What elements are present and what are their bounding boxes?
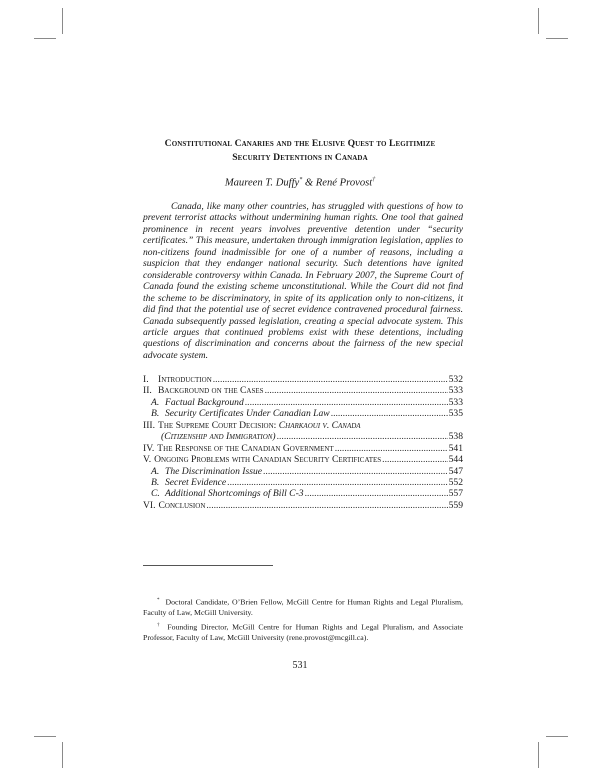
crop-mark-top-left-vertical [62,8,63,34]
toc-number: V. [143,454,152,466]
toc-label: Ongoing Problems with Canadian Security Certificates [154,454,382,466]
crop-mark-top-right-vertical [538,8,539,34]
footnote-2-text: Founding Director, McGill Centre for Human Rights and Legal Pluralism, and Associate Professor, Faculty of Law, McGill University (rene.provost@mcgill.ca). [143,622,464,642]
toc-page: 557 [448,488,463,500]
table-of-contents [143,374,463,511]
title-line-1: Constitutional Canaries and the Elusive Quest to Legitimize [164,138,436,149]
footnotes [143,596,463,646]
crop-mark-bottom-right-vertical [538,742,539,768]
toc-leader [382,454,447,465]
toc-case-name: Charkaoui v. Canada [278,419,361,431]
footnote-separator [143,565,273,566]
toc-leader [331,408,448,419]
crop-mark-bottom-left-vertical [62,742,63,768]
toc-entry-ongoing-problems [143,454,463,465]
toc-entry-background [143,385,463,396]
toc-number: IV. [143,442,155,454]
abstract: Canada, like many other countries, has struggled with questions of how to prevent terrorist attacks without undermining human rights. One tool that gained prominence in recent years involves preventive detention under “security certificates.” This measure, undertaken through immigration legislation, applies to non-citizens found inadmissible for one of a number of reasons, including a suspicion that they endanger national security. Such detentions have ignited considerable controversy within Canada. In February 2007, the Supreme Court of Canada found the existing scheme unconstitutional. While the Court did not find the scheme to be discriminatory, in spite of its application only to non-citizens, it did find that the potential use of secret evidence contravened procedural fairness. Canada subsequently passed legislation, creating a special advocate system. This article argues that continued problems exist with these detentions, including questions of discrimination and concerns about the fairness of the new special advocate system. [143,201,463,361]
toc-entry-supreme-court-decision-cont [143,431,463,442]
toc-leader [277,431,448,442]
toc-entry-security-certificates [143,408,463,419]
toc-number: I. [143,374,149,385]
toc-label: Conclusion [158,499,206,511]
toc-page: 532 [448,374,463,385]
crop-mark-top-left-horizontal [34,38,56,39]
article-title [100,137,500,165]
author-2: René Provost [315,177,373,189]
toc-page: 538 [448,431,463,443]
author-1: Maureen T. Duffy [224,177,300,189]
toc-leader [265,385,448,396]
toc-number: A. [151,465,160,477]
toc-number: II. [143,385,152,397]
toc-label: Additional Shortcomings of Bill C-3 [165,488,304,500]
toc-label: The Discrimination Issue [165,465,263,477]
author-line [100,177,500,189]
crop-mark-bottom-right-horizontal [546,736,568,737]
toc-entry-secret-evidence [143,477,463,488]
toc-entry-factual-background [143,397,463,408]
author-connector: & [302,177,316,189]
crop-mark-bottom-left-horizontal [34,736,56,737]
toc-number: C. [151,488,160,500]
toc-number: III. [143,419,155,431]
toc-entry-discrimination [143,466,463,477]
toc-number: VI. [143,499,156,511]
title-line-2: Security Detentions in Canada [232,152,368,163]
author-2-footnote-mark: † [372,177,376,183]
toc-leader [245,397,448,408]
toc-leader [263,466,448,477]
toc-label: Factual Background [165,396,244,408]
toc-number: B. [151,408,160,420]
toc-leader [213,374,448,385]
toc-page: 533 [448,396,463,408]
toc-page: 533 [448,385,463,397]
toc-page: 535 [448,408,463,420]
toc-label: The Supreme Court Decision: [157,419,279,431]
footnote-1-mark: * [157,598,160,603]
toc-page: 559 [448,499,463,511]
toc-entry-bill-c3 [143,488,463,499]
toc-page: 544 [448,454,463,466]
toc-entry-introduction [143,374,463,385]
toc-leader [305,488,448,499]
toc-label-continued: (Citizenship and Immigration) [161,431,276,443]
toc-entry-conclusion [143,500,463,511]
toc-leader [227,477,447,488]
toc-label: Security Certificates Under Canadian Law [165,408,330,420]
toc-leader [206,500,447,511]
toc-label: Secret Evidence [165,476,227,488]
toc-page: 541 [448,442,463,454]
toc-number: B. [151,476,160,488]
toc-number: A. [151,396,160,408]
toc-label: The Response of the Canadian Government [157,442,334,454]
author-1-footnote-mark: * [299,177,303,183]
toc-entry-government-response [143,443,463,454]
toc-page: 547 [448,465,463,477]
toc-page: 552 [448,476,463,488]
crop-mark-top-right-horizontal [546,38,568,39]
page-number: 531 [292,660,308,671]
toc-label: Background on the Cases [158,385,264,397]
footnote-2 [143,621,463,643]
toc-leader [335,443,448,454]
footnote-2-mark: † [157,623,162,628]
footnote-1 [143,596,463,618]
toc-entry-supreme-court-decision [143,420,463,431]
toc-label: Introduction [158,374,212,385]
footnote-1-text: Doctoral Candidate, O’Brien Fellow, McGill Centre for Human Rights and Legal Pluralism, Faculty of Law, McGill University. [143,597,463,617]
